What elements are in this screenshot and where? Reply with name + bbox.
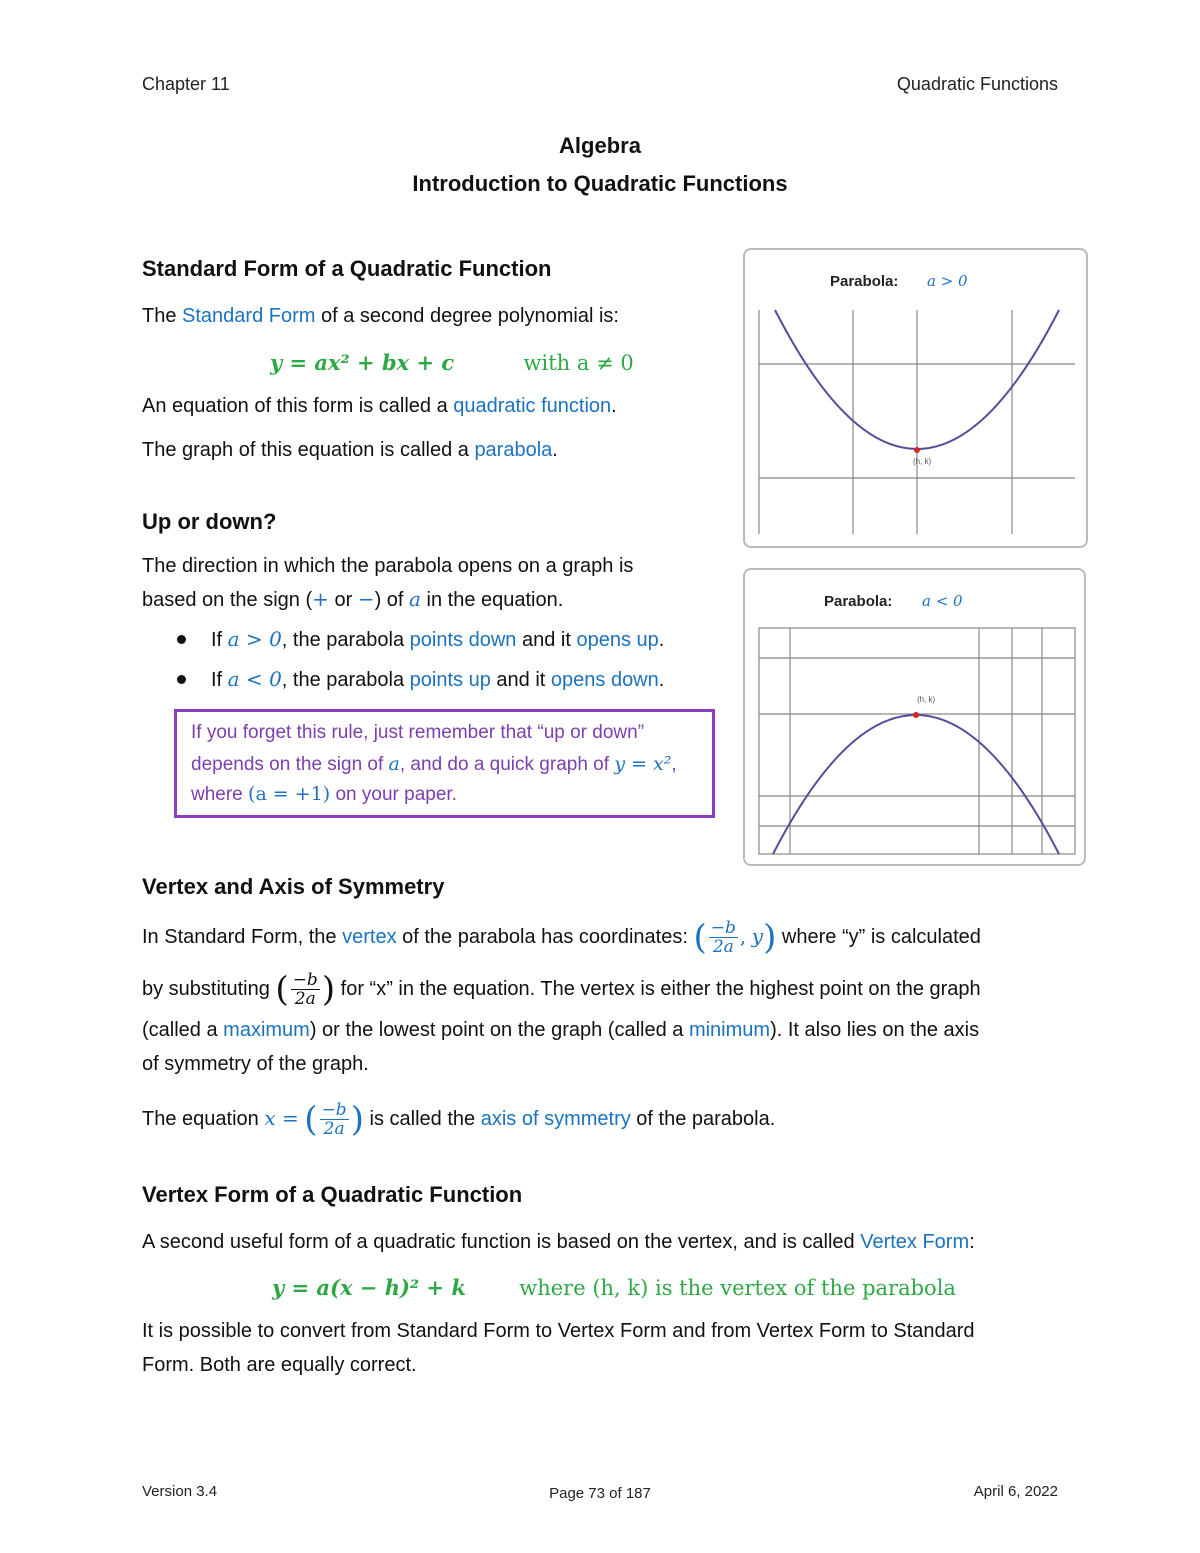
vertex-form-intro: A second useful form of a quadratic function is based on the vertex, and is called Vertex Form: [142,1231,975,1253]
footer-date: April 6, 2022 [973,1483,1058,1500]
reminder-note-box [174,709,715,818]
graph-parabola-opens-up [743,248,1088,548]
quadratic-function-definition: An equation of this form is called a quadratic function. [142,395,617,417]
parabola-down-curve [773,715,1059,854]
header-chapter: Chapter 11 [142,74,230,94]
heading-up-or-down: Up or down? [142,509,277,534]
vertex-label-down: (h, k) [917,695,936,704]
footer-page-number: Page 73 of 187 [549,1485,651,1502]
note-line1: If you forget this rule, just remember that “up or down” [191,722,645,743]
vertex-coordinates-text: In Standard Form, the vertex of the parabola has coordinates: ( $\frac{-b}{2a}$ , y) where “y” is calculated [142,917,981,958]
bullet-dot [177,635,186,644]
vertex-label-up: (h, k) [913,457,932,466]
graph-up-condition: a > 0 [927,272,968,290]
rule-a-positive: If a > 0, the parabola points down and it opens up. [211,627,665,651]
standard-form-equation: y = ax² + bx + c with a ≠ 0 [270,350,634,375]
graph-up-grid [759,310,1075,534]
graph-up-svg [745,250,1086,546]
vertex-point-up [914,447,920,453]
graph-down-svg [745,570,1084,864]
graph-down-grid [759,628,1075,854]
graph-down-label: Parabola: [824,593,893,610]
standard-form-intro: The Standard Form of a second degree polynomial is: [142,305,619,327]
bullet-dot [177,675,186,684]
note-line3: where (a = +1) on your paper. [191,783,457,805]
rule-a-negative: If a < 0, the parabola points up and it opens down. [211,667,665,691]
vertex-symmetry-text: of symmetry of the graph. [142,1053,369,1075]
heading-vertex-form: Vertex Form of a Quadratic Function [142,1182,523,1207]
vertex-max-min-text: (called a maximum) or the lowest point on the graph (called a minimum). It also lies on the axis [142,1019,980,1041]
vertex-substitution-text: by substituting ( $\frac{-b}{2a}$ ) for “x” in the equation. The vertex is either the highest point on the graph [142,969,981,1010]
parabola-definition: The graph of this equation is called a parabola. [142,439,558,461]
page-title: Algebra [559,133,641,158]
conversion-text-line2: Form. Both are equally correct. [142,1354,417,1376]
vertex-form-equation: y = a(x − h)² + k where (h, k) is the vertex of the parabola [272,1275,956,1300]
heading-standard-form: Standard Form of a Quadratic Function [142,256,552,281]
graph-parabola-opens-down [743,568,1086,866]
axis-of-symmetry-equation: The equation x = ( $\frac{-b}{2a}$ ) is called the axis of symmetry of the parabola. [142,1099,776,1140]
page-subtitle: Introduction to Quadratic Functions [412,171,788,196]
header-topic: Quadratic Functions [896,74,1058,94]
heading-vertex-axis: Vertex and Axis of Symmetry [142,874,445,899]
direction-text-line2: based on the sign (+ or −) of a in the equation. [142,587,564,611]
conversion-text-line1: It is possible to convert from Standard Form to Vertex Form and from Vertex Form to Standard [142,1320,975,1342]
graph-down-condition: a < 0 [922,592,963,610]
note-line2: depends on the sign of a, and do a quick graph of y = x², [191,753,677,775]
vertex-point-down [913,712,919,718]
footer-version: Version 3.4 [142,1483,218,1500]
graph-up-label: Parabola: [830,273,899,290]
direction-text-line1: The direction in which the parabola opens on a graph is [142,555,634,577]
